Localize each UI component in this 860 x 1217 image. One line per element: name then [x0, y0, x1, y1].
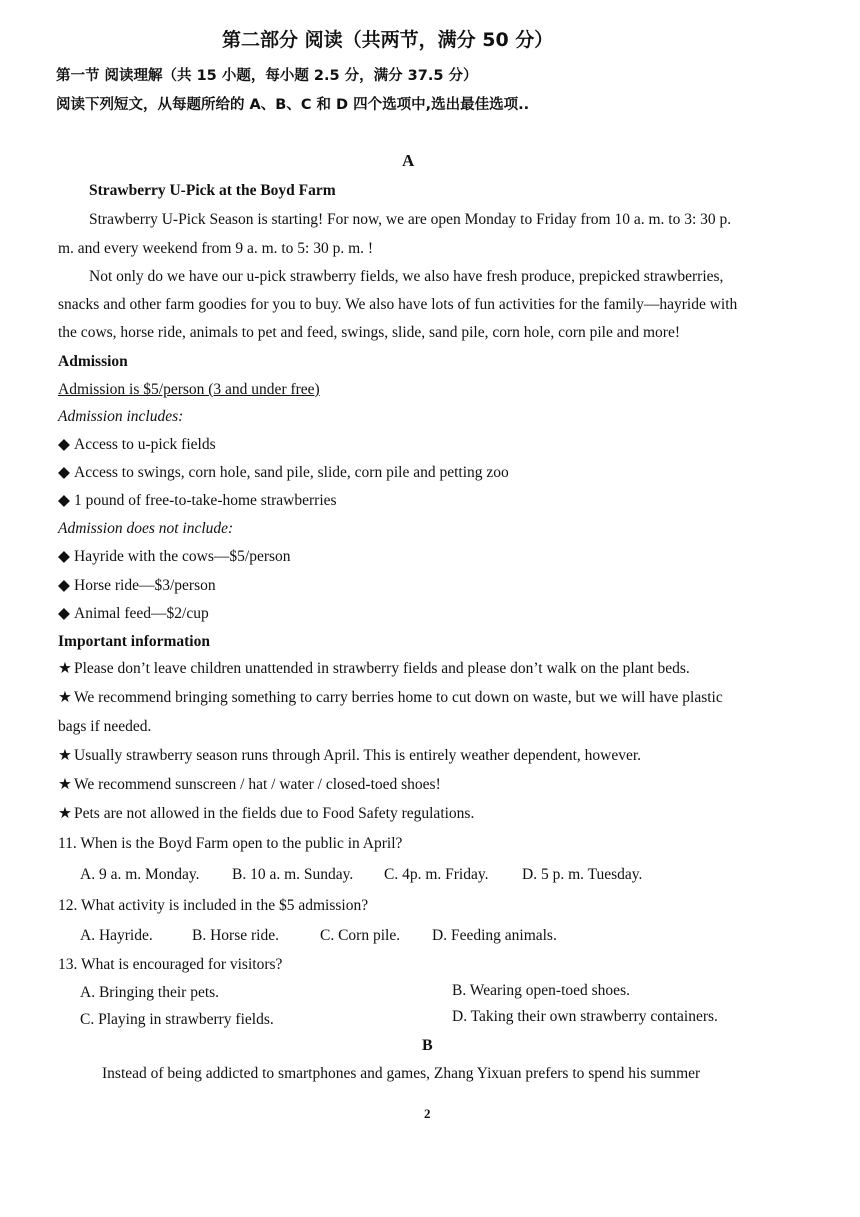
exclude-item: ◆ Horse ride—$3/person	[58, 577, 216, 594]
exclude-item: ◆ Animal feed—$2/cup	[58, 605, 209, 622]
star-bullet-icon: ★	[58, 660, 72, 677]
info-heading: Important information	[58, 633, 210, 650]
star-bullet-icon: ★	[58, 689, 72, 706]
passage-b-letter: B	[422, 1037, 433, 1054]
diamond-bullet-icon: ◆	[58, 605, 70, 622]
question-12-option-d: D. Feeding animals.	[432, 927, 557, 944]
question-12-option-b: B. Horse ride.	[192, 927, 279, 944]
question-12-option-a: A. Hayride.	[80, 927, 153, 944]
page-number: 2	[424, 1106, 431, 1121]
include-item: ◆ 1 pound of free-to-take-home strawberries	[58, 492, 337, 509]
question-11-option-c: C. 4p. m. Friday.	[384, 866, 489, 883]
excludes-heading: Admission does not include:	[58, 520, 234, 537]
star-bullet-icon: ★	[58, 747, 72, 764]
paragraph-1-line-2: m. and every weekend from 9 a. m. to 5: 30 p. m. !	[58, 240, 374, 257]
info-item: ★ Please don’t leave children unattended in strawberry fields and please don’t walk on the plant beds.	[58, 660, 690, 677]
part-title: 第二部分 阅读（共两节，满分 50 分）	[222, 29, 554, 51]
includes-heading: Admission includes:	[58, 408, 184, 425]
paragraph-2-line-3: the cows, horse ride, animals to pet and feed, swings, slide, sand pile, corn hole, corn pile and more!	[58, 324, 680, 341]
diamond-bullet-icon: ◆	[58, 548, 70, 565]
admission-heading: Admission	[58, 353, 128, 370]
passage-a-letter: A	[402, 151, 415, 170]
paragraph-2-line-2: snacks and other farm goodies for you to buy. We also have lots of fun activities for the family—hayride with	[58, 296, 738, 313]
question-13-option-a: A. Bringing their pets.	[80, 984, 220, 1001]
question-13-option-b: B. Wearing open-toed shoes.	[452, 982, 630, 999]
exclude-item: ◆ Hayride with the cows—$5/person	[58, 548, 291, 565]
star-bullet-icon: ★	[58, 805, 72, 822]
passage-b-line-1: Instead of being addicted to smartphones and games, Zhang Yixuan prefers to spend his summer	[102, 1065, 701, 1082]
include-item: ◆ Access to u-pick fields	[58, 436, 216, 453]
info-item-continued: bags if needed.	[58, 718, 152, 735]
question-12-stem: 12. What activity is included in the $5 admission?	[58, 897, 369, 914]
question-13-option-c: C. Playing in strawberry fields.	[80, 1011, 274, 1028]
question-11-option-a: A. 9 a. m. Monday.	[80, 866, 200, 883]
question-12-option-c: C. Corn pile.	[320, 927, 401, 944]
admission-price: Admission is $5/person (3 and under free)	[58, 381, 320, 398]
question-11-stem: 11. When is the Boyd Farm open to the public in April?	[58, 835, 403, 852]
question-11-option-b: B. 10 a. m. Sunday.	[232, 866, 354, 883]
question-13-option-d: D. Taking their own strawberry containers.	[452, 1008, 718, 1025]
passage-a-title: Strawberry U-Pick at the Boyd Farm	[89, 182, 336, 199]
info-item: ★ Pets are not allowed in the fields due to Food Safety regulations.	[58, 805, 475, 822]
diamond-bullet-icon: ◆	[58, 436, 70, 453]
question-13-stem: 13. What is encouraged for visitors?	[58, 956, 283, 973]
diamond-bullet-icon: ◆	[58, 492, 70, 509]
include-item: ◆ Access to swings, corn hole, sand pile, slide, corn pile and petting zoo	[58, 464, 509, 481]
instructions: 阅读下列短文，从每题所给的 A、B、C 和 D 四个选项中,选出最佳选项..	[56, 97, 530, 113]
question-11-option-d: D. 5 p. m. Tuesday.	[522, 866, 643, 883]
diamond-bullet-icon: ◆	[58, 464, 70, 481]
star-bullet-icon: ★	[58, 776, 72, 793]
paragraph-2-line-1: Not only do we have our u-pick strawberry fields, we also have fresh produce, prepicked strawberries,	[89, 268, 724, 285]
info-item: ★ Usually strawberry season runs through April. This is entirely weather dependent, however.	[58, 747, 642, 764]
info-item: ★ We recommend bringing something to carry berries home to cut down on waste, but we will have plastic	[58, 689, 723, 706]
info-item: ★ We recommend sunscreen / hat / water / closed-toed shoes!	[58, 776, 441, 793]
section-title: 第一节 阅读理解（共 15 小题，每小题 2.5 分，满分 37.5 分）	[56, 68, 478, 84]
paragraph-1-line-1: Strawberry U-Pick Season is starting! For now, we are open Monday to Friday from 10 a. m. to 3: 30 p.	[89, 211, 732, 228]
diamond-bullet-icon: ◆	[58, 577, 70, 594]
